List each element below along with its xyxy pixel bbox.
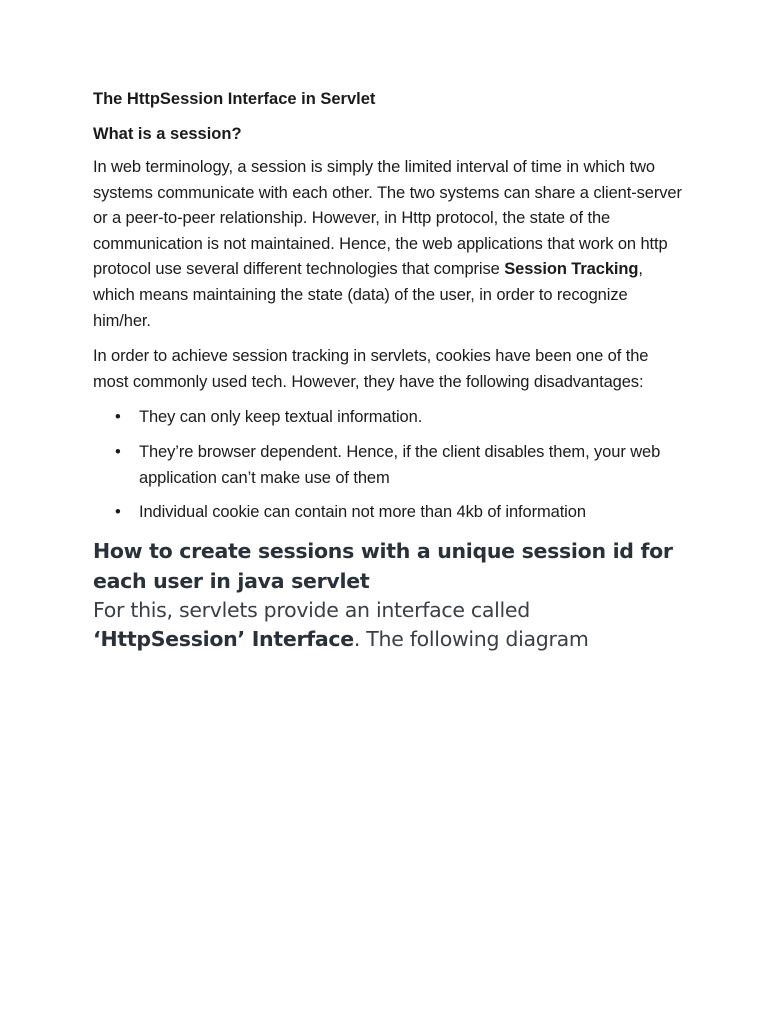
cookies-paragraph: In order to achieve session tracking in servlets, cookies have been one of the most commonly used tech. However, they have the following disadvantages:	[93, 347, 649, 391]
document-content	[93, 88, 683, 654]
list-item-text: They’re browser dependent. Hence, if the client disables them, your web application can’t make use of them	[139, 442, 661, 487]
lead-text-after: . The following diagram	[353, 626, 589, 651]
list-item	[93, 440, 683, 491]
list-item	[93, 405, 683, 431]
section-subtitle: What is a session?	[93, 125, 242, 143]
section-heading: How to create sessions with a unique session id for each user in java servlet	[93, 538, 673, 593]
httpsession-interface-term: ‘HttpSession’ Interface	[93, 626, 354, 651]
bullet-icon: •	[115, 442, 121, 461]
list-item-text: They can only keep textual information.	[139, 408, 423, 427]
bullet-icon: •	[115, 408, 121, 427]
document-title: The HttpSession Interface in Servlet	[93, 90, 376, 108]
disadvantages-list	[93, 405, 683, 525]
lead-paragraph	[93, 596, 683, 654]
list-item	[93, 500, 683, 526]
intro-text-before: In web terminology, a session is simply the limited interval of time in which two systems communicate with each other. The two systems can share a client-server or a peer-to-peer relationship. However, in Http protocol, the state of the communication is not maintained. Hence, the web applications that work on http protocol use several different technologies that comprise	[93, 158, 682, 279]
bullet-icon: •	[115, 503, 121, 522]
list-item-text: Individual cookie can contain not more than 4kb of information	[139, 503, 586, 522]
intro-text-after: , which means maintaining the state (data) of the user, in order to recognize him/her.	[93, 260, 643, 330]
intro-paragraph	[93, 155, 683, 334]
session-tracking-term: Session Tracking	[504, 260, 639, 279]
lead-text-before: For this, servlets provide an interface called	[93, 597, 530, 622]
